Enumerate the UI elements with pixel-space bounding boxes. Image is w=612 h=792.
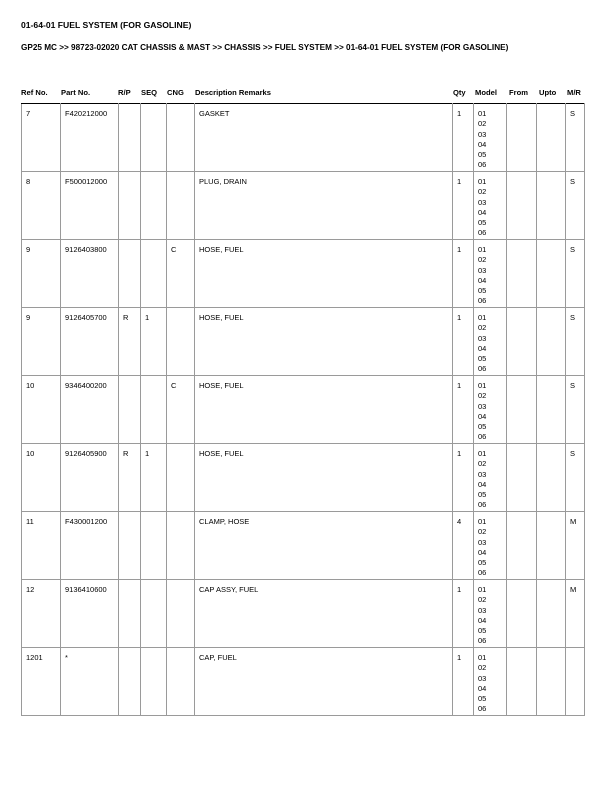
model-cell: 01 02 03 04 05 06 bbox=[474, 104, 507, 172]
table-row bbox=[22, 376, 585, 444]
parts-table bbox=[21, 103, 585, 716]
table-row bbox=[22, 648, 585, 716]
from-cell bbox=[507, 580, 537, 648]
mr-cell: S bbox=[566, 104, 585, 172]
model-cell: 01 02 03 04 05 06 bbox=[474, 648, 507, 716]
cng-cell: C bbox=[167, 240, 195, 308]
rp-cell bbox=[119, 172, 141, 240]
description-cell: HOSE, FUEL bbox=[195, 240, 453, 308]
from-cell bbox=[507, 376, 537, 444]
qty-cell: 1 bbox=[453, 376, 474, 444]
from-cell bbox=[507, 648, 537, 716]
from-cell bbox=[507, 172, 537, 240]
table-row bbox=[22, 172, 585, 240]
ref-no-cell: 7 bbox=[22, 104, 61, 172]
model-cell: 01 02 03 04 05 06 bbox=[474, 240, 507, 308]
seq-cell: 1 bbox=[141, 308, 167, 376]
upto-cell bbox=[537, 240, 566, 308]
header-mr: M/R bbox=[567, 88, 581, 97]
rp-cell bbox=[119, 376, 141, 444]
qty-cell: 4 bbox=[453, 512, 474, 580]
seq-cell bbox=[141, 648, 167, 716]
ref-no-cell: 9 bbox=[22, 240, 61, 308]
description-cell: CAP, FUEL bbox=[195, 648, 453, 716]
description-cell: HOSE, FUEL bbox=[195, 444, 453, 512]
model-cell: 01 02 03 04 05 06 bbox=[474, 376, 507, 444]
ref-no-cell: 1201 bbox=[22, 648, 61, 716]
part-no-cell: F430001200 bbox=[61, 512, 119, 580]
rp-cell bbox=[119, 104, 141, 172]
model-cell: 01 02 03 04 05 06 bbox=[474, 308, 507, 376]
from-cell bbox=[507, 104, 537, 172]
upto-cell bbox=[537, 444, 566, 512]
description-cell: CAP ASSY, FUEL bbox=[195, 580, 453, 648]
header-description: Description Remarks bbox=[195, 88, 271, 97]
part-no-cell: 9346400200 bbox=[61, 376, 119, 444]
from-cell bbox=[507, 308, 537, 376]
mr-cell: S bbox=[566, 376, 585, 444]
seq-cell bbox=[141, 104, 167, 172]
breadcrumb: GP25 MC >> 98723-02020 CAT CHASSIS & MAST >> CHASSIS >> FUEL SYSTEM >> 01-64-01 FUEL SYSTEM (FOR GASOLINE) bbox=[21, 43, 509, 52]
rp-cell bbox=[119, 240, 141, 308]
mr-cell: M bbox=[566, 512, 585, 580]
header-model: Model bbox=[475, 88, 497, 97]
mr-cell bbox=[566, 648, 585, 716]
mr-cell: S bbox=[566, 308, 585, 376]
ref-no-cell: 8 bbox=[22, 172, 61, 240]
from-cell bbox=[507, 240, 537, 308]
table-row bbox=[22, 512, 585, 580]
seq-cell bbox=[141, 240, 167, 308]
part-no-cell: F500012000 bbox=[61, 172, 119, 240]
part-no-cell: 9136410600 bbox=[61, 580, 119, 648]
ref-no-cell: 11 bbox=[22, 512, 61, 580]
cng-cell bbox=[167, 512, 195, 580]
mr-cell: M bbox=[566, 580, 585, 648]
table-row bbox=[22, 444, 585, 512]
header-seq: SEQ bbox=[141, 88, 158, 97]
part-no-cell: F420212000 bbox=[61, 104, 119, 172]
qty-cell: 1 bbox=[453, 104, 474, 172]
header-rp: R/P bbox=[118, 88, 131, 97]
part-no-cell: 9126403800 bbox=[61, 240, 119, 308]
header-cng: CNG bbox=[167, 88, 184, 97]
upto-cell bbox=[537, 308, 566, 376]
model-cell: 01 02 03 04 05 06 bbox=[474, 444, 507, 512]
upto-cell bbox=[537, 512, 566, 580]
cng-cell bbox=[167, 444, 195, 512]
seq-cell bbox=[141, 512, 167, 580]
seq-cell bbox=[141, 172, 167, 240]
description-cell: PLUG, DRAIN bbox=[195, 172, 453, 240]
part-no-cell: 9126405700 bbox=[61, 308, 119, 376]
ref-no-cell: 10 bbox=[22, 376, 61, 444]
cng-cell: C bbox=[167, 376, 195, 444]
cng-cell bbox=[167, 648, 195, 716]
upto-cell bbox=[537, 580, 566, 648]
description-cell: HOSE, FUEL bbox=[195, 308, 453, 376]
upto-cell bbox=[537, 172, 566, 240]
seq-cell bbox=[141, 376, 167, 444]
rp-cell bbox=[119, 648, 141, 716]
upto-cell bbox=[537, 648, 566, 716]
rp-cell bbox=[119, 580, 141, 648]
qty-cell: 1 bbox=[453, 580, 474, 648]
table-row bbox=[22, 308, 585, 376]
from-cell bbox=[507, 444, 537, 512]
description-cell: HOSE, FUEL bbox=[195, 376, 453, 444]
rp-cell: R bbox=[119, 444, 141, 512]
page-title: 01-64-01 FUEL SYSTEM (FOR GASOLINE) bbox=[21, 20, 192, 30]
part-no-cell: * bbox=[61, 648, 119, 716]
mr-cell: S bbox=[566, 172, 585, 240]
model-cell: 01 02 03 04 05 06 bbox=[474, 580, 507, 648]
seq-cell: 1 bbox=[141, 444, 167, 512]
table-row bbox=[22, 580, 585, 648]
mr-cell: S bbox=[566, 444, 585, 512]
rp-cell bbox=[119, 512, 141, 580]
qty-cell: 1 bbox=[453, 308, 474, 376]
upto-cell bbox=[537, 376, 566, 444]
header-upto: Upto bbox=[539, 88, 557, 97]
ref-no-cell: 12 bbox=[22, 580, 61, 648]
header-from: From bbox=[509, 88, 528, 97]
header-part-no: Part No. bbox=[61, 88, 91, 97]
parts-table-body bbox=[22, 104, 585, 716]
part-no-cell: 9126405900 bbox=[61, 444, 119, 512]
qty-cell: 1 bbox=[453, 172, 474, 240]
model-cell: 01 02 03 04 05 06 bbox=[474, 172, 507, 240]
description-cell: CLAMP, HOSE bbox=[195, 512, 453, 580]
cng-cell bbox=[167, 580, 195, 648]
seq-cell bbox=[141, 580, 167, 648]
model-cell: 01 02 03 04 05 06 bbox=[474, 512, 507, 580]
header-qty: Qty bbox=[453, 88, 466, 97]
description-cell: GASKET bbox=[195, 104, 453, 172]
upto-cell bbox=[537, 104, 566, 172]
qty-cell: 1 bbox=[453, 240, 474, 308]
mr-cell: S bbox=[566, 240, 585, 308]
qty-cell: 1 bbox=[453, 648, 474, 716]
header-ref-no: Ref No. bbox=[21, 88, 48, 97]
table-row bbox=[22, 240, 585, 308]
from-cell bbox=[507, 512, 537, 580]
cng-cell bbox=[167, 308, 195, 376]
table-row bbox=[22, 104, 585, 172]
ref-no-cell: 9 bbox=[22, 308, 61, 376]
ref-no-cell: 10 bbox=[22, 444, 61, 512]
cng-cell bbox=[167, 172, 195, 240]
qty-cell: 1 bbox=[453, 444, 474, 512]
cng-cell bbox=[167, 104, 195, 172]
rp-cell: R bbox=[119, 308, 141, 376]
